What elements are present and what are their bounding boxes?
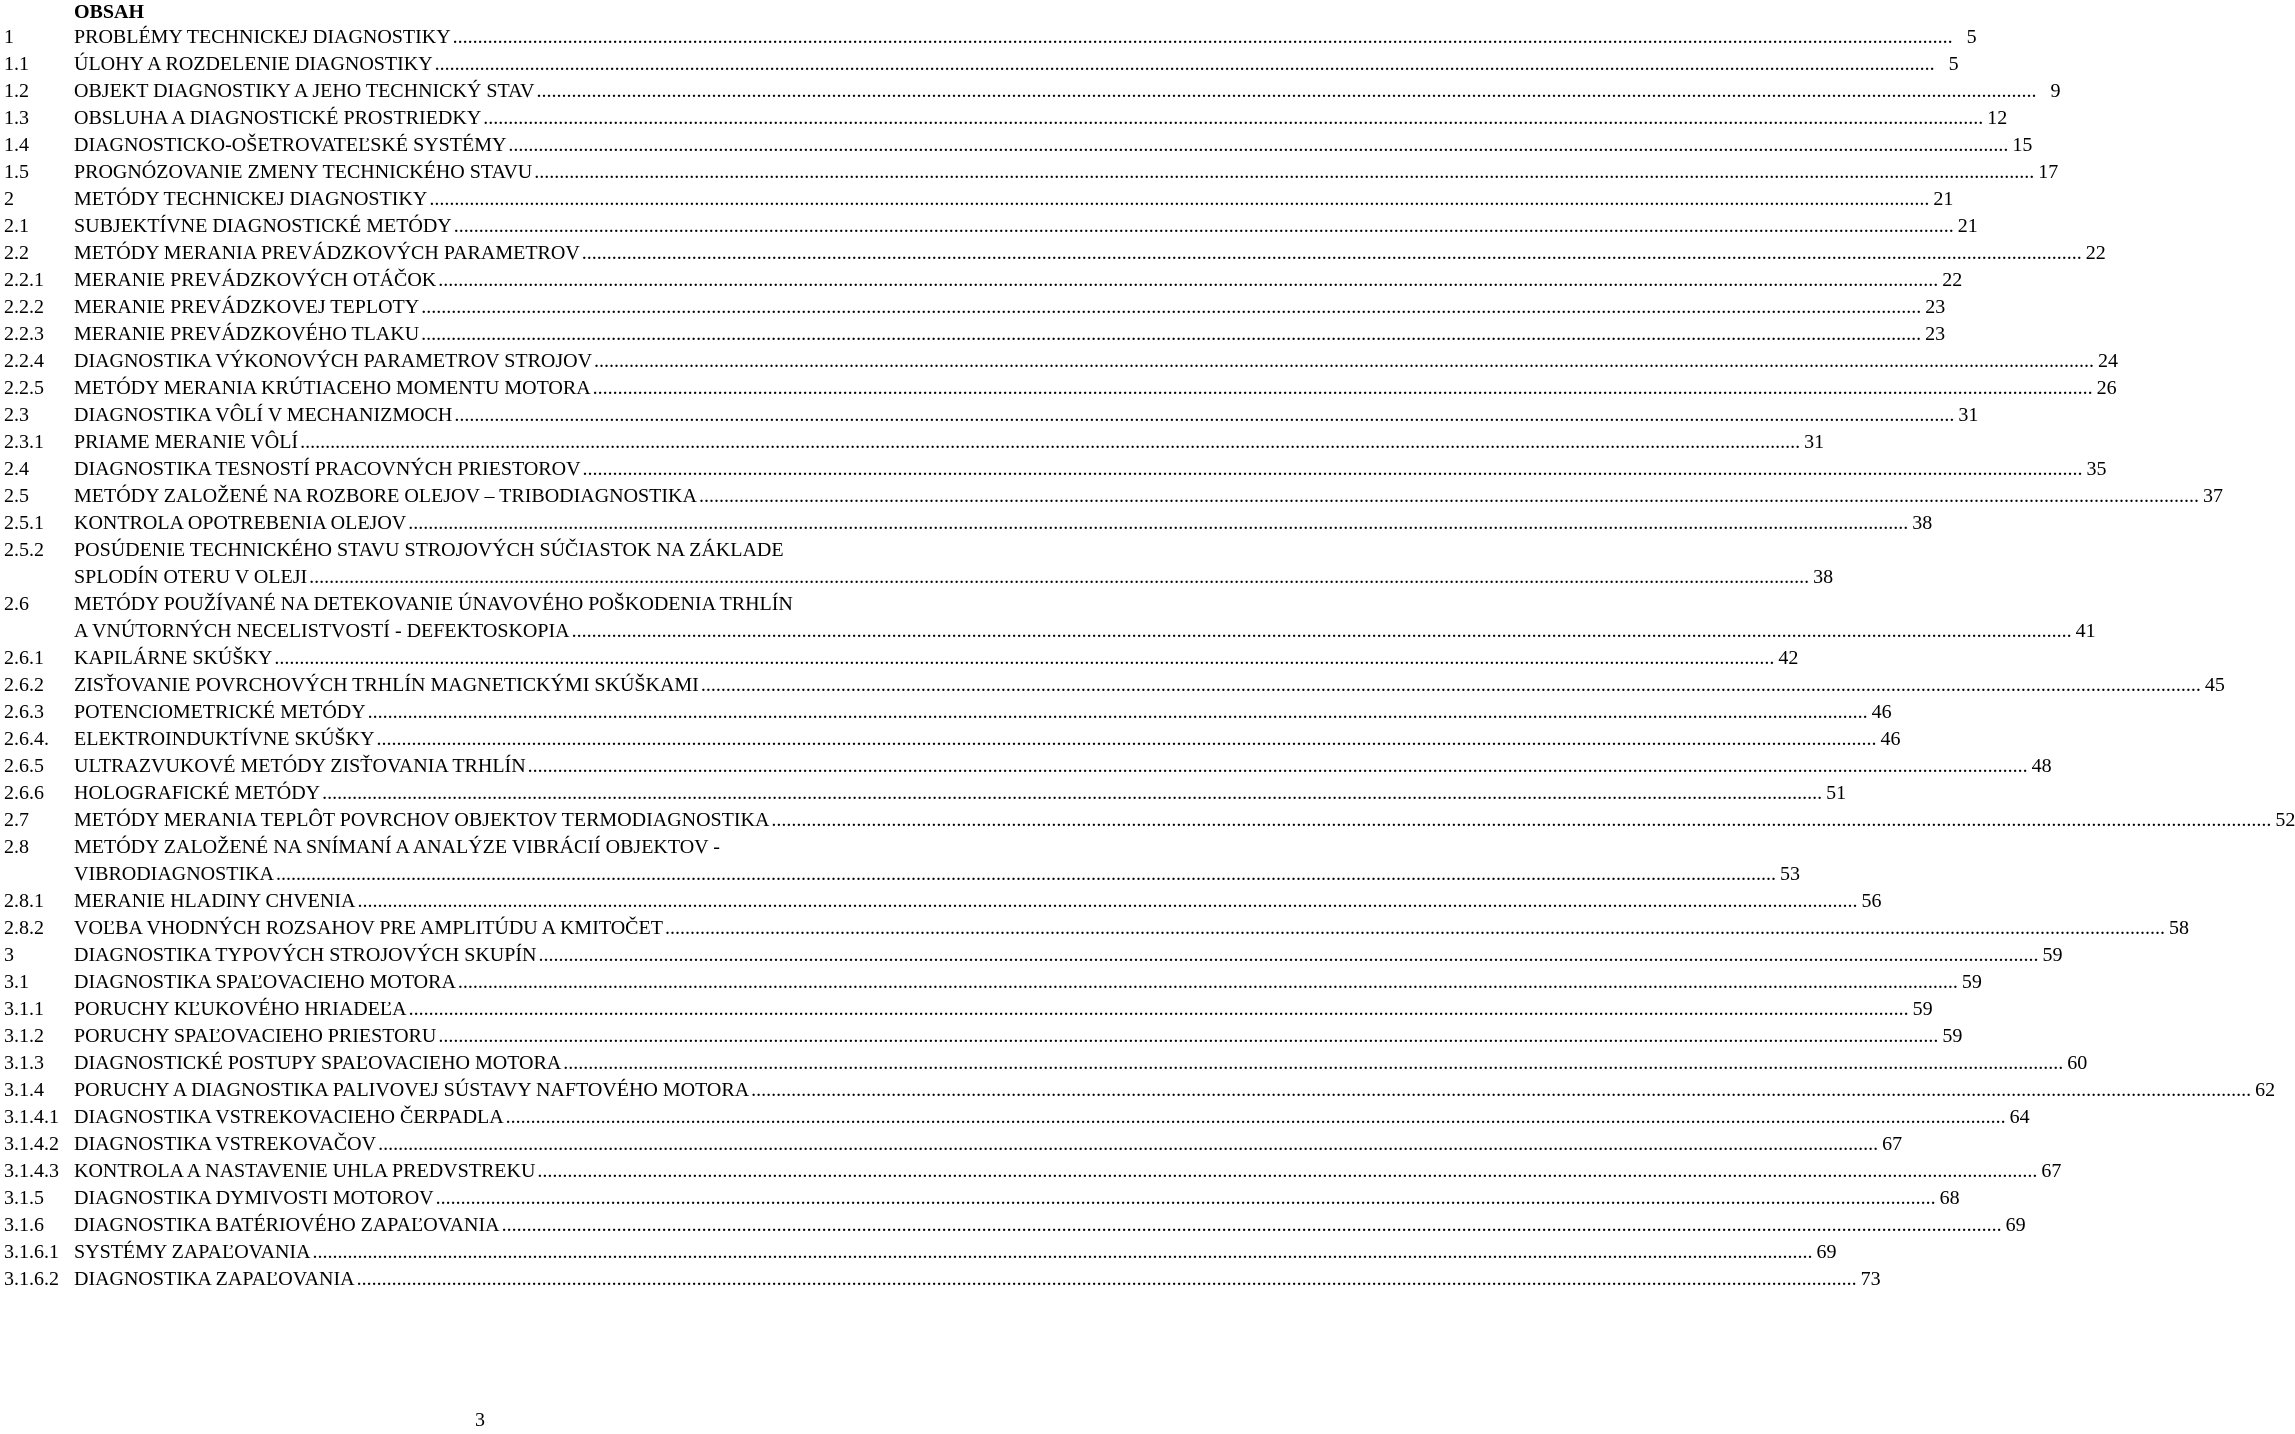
dot-leader: ............................................................................................................................................................................................................................................................................................................ <box>537 1160 2038 1182</box>
toc-entry-text <box>74 105 2008 132</box>
dot-leader: ............................................................................................................................................................................................................................................................................................................ <box>435 1187 1936 1209</box>
toc-entry-text <box>74 834 1800 888</box>
toc-entry-page: 73 <box>1860 1268 1881 1290</box>
toc-entry <box>0 591 2096 645</box>
toc-entry-title: DIAGNOSTIKA BATÉRIOVÉHO ZAPAĽOVANIA <box>74 1214 500 1236</box>
toc-entry <box>0 1266 1881 1293</box>
toc-entry-title: DIAGNOSTICKÉ POSTUPY SPAĽOVACIEHO MOTORA <box>74 1052 562 1074</box>
toc-entry-title: DIAGNOSTIKA ZAPAĽOVANIA <box>74 1268 355 1290</box>
toc-entry-title: METÓDY ZALOŽENÉ NA SNÍMANÍ A ANALÝZE VIBRÁCIÍ OBJEKTOV - <box>74 836 720 858</box>
toc-entry-page: 62 <box>2255 1079 2276 1101</box>
toc-entry-text <box>74 510 1933 537</box>
toc-entry <box>0 726 1901 753</box>
dot-leader: ............................................................................................................................................................................................................................................................................................................ <box>508 134 2009 156</box>
table-of-contents <box>0 24 2295 1293</box>
dot-leader: ............................................................................................................................................................................................................................................................................................................ <box>309 566 1810 588</box>
dot-leader: ............................................................................................................................................................................................................................................................................................................ <box>274 647 1775 669</box>
toc-entry-title: KAPILÁRNE SKÚŠKY <box>74 647 273 669</box>
toc-heading: OBSAH <box>74 1 145 23</box>
toc-entry-title: SUBJEKTÍVNE DIAGNOSTICKÉ METÓDY <box>74 215 452 237</box>
dot-leader: ............................................................................................................................................................................................................................................................................................................ <box>429 188 1930 210</box>
toc-entry-number: 2.8.1 <box>4 890 44 912</box>
toc-entry-number: 3.1.4 <box>4 1079 44 1101</box>
toc-entry <box>0 375 2117 402</box>
toc-entry-title: METÓDY POUŽÍVANÉ NA DETEKOVANIE ÚNAVOVÉHO POŠKODENIA TRHLÍN <box>74 593 793 615</box>
toc-entry <box>0 24 1977 51</box>
toc-entry <box>0 132 2033 159</box>
toc-entry-page: 51 <box>1826 782 1847 804</box>
toc-entry-number: 3.1.4.1 <box>4 1106 59 1128</box>
toc-entry-text <box>74 375 2117 402</box>
toc-entry <box>0 699 1892 726</box>
toc-entry-page: 59 <box>1942 1025 1963 1047</box>
toc-entry-page: 56 <box>1861 890 1882 912</box>
toc-entry-page: 41 <box>2075 620 2096 642</box>
toc-entry-number: 2.1 <box>4 215 29 237</box>
toc-entry <box>0 1158 2062 1185</box>
toc-entry-title: POSÚDENIE TECHNICKÉHO STAVU STROJOVÝCH SÚČIASTOK NA ZÁKLADE <box>74 539 784 561</box>
toc-entry-title: DIAGNOSTIKA TESNOSTÍ PRACOVNÝCH PRIESTOROV <box>74 458 581 480</box>
toc-entry-page: 67 <box>2041 1160 2062 1182</box>
page-number: 3 <box>475 1409 485 1431</box>
dot-leader: ............................................................................................................................................................................................................................................................................................................ <box>378 1133 1879 1155</box>
toc-entry-number: 3.1.6 <box>4 1214 44 1236</box>
toc-entry-title: PORUCHY A DIAGNOSTIKA PALIVOVEJ SÚSTAVY NAFTOVÉHO MOTORA <box>74 1079 750 1101</box>
toc-entry-number: 2.3 <box>4 404 29 426</box>
toc-entry-number: 2.2.5 <box>4 377 44 399</box>
toc-entry <box>0 645 1799 672</box>
toc-entry-title: METÓDY MERANIA PREVÁDZKOVÝCH PARAMETROV <box>74 242 580 264</box>
toc-entry-page: 21 <box>1933 188 1954 210</box>
toc-entry-page: 48 <box>2031 755 2052 777</box>
dot-leader: ............................................................................................................................................................................................................................................................................................................ <box>421 296 1922 318</box>
toc-entry-page: 59 <box>1961 971 1982 993</box>
dot-leader: ............................................................................................................................................................................................................................................................................................................ <box>582 458 2083 480</box>
toc-entry-page: 15 <box>2012 134 2033 156</box>
toc-entry-page: 60 <box>2067 1052 2088 1074</box>
toc-entry-title: PROBLÉMY TECHNICKEJ DIAGNOSTIKY <box>74 26 451 48</box>
toc-entry <box>0 348 2119 375</box>
toc-entry <box>0 1023 1963 1050</box>
toc-entry-text <box>74 24 1977 51</box>
toc-entry-title: DIAGNOSTIKA VÝKONOVÝCH PARAMETROV STROJOV <box>74 350 593 372</box>
toc-entry-text <box>74 1212 2026 1239</box>
toc-entry <box>0 456 2107 483</box>
dot-leader: ............................................................................................................................................................................................................................................................................................................ <box>408 998 1909 1020</box>
toc-entry-title: PORUCHY SPAĽOVACIEHO PRIESTORU <box>74 1025 437 1047</box>
toc-entry-title: METÓDY MERANIA KRÚTIACEHO MOMENTU MOTORA <box>74 377 591 399</box>
toc-entry <box>0 915 2189 942</box>
toc-entry <box>0 1212 2026 1239</box>
toc-entry-text <box>74 348 2119 375</box>
toc-entry <box>0 213 1978 240</box>
toc-entry-page: 37 <box>2202 485 2223 507</box>
toc-entry-number: 2.6.5 <box>4 755 44 777</box>
toc-entry <box>0 996 1933 1023</box>
dot-leader: ............................................................................................................................................................................................................................................................................................................ <box>483 107 1984 129</box>
toc-entry-number: 3.1 <box>4 971 29 993</box>
toc-entry-title: ULTRAZVUKOVÉ METÓDY ZISŤOVANIA TRHLÍN <box>74 755 526 777</box>
dot-leader: ............................................................................................................................................................................................................................................................................................................ <box>357 890 1858 912</box>
toc-entry-text <box>74 483 2223 510</box>
toc-entry-text <box>74 132 2033 159</box>
toc-entry-page: 23 <box>1925 323 1946 345</box>
dot-leader: ............................................................................................................................................................................................................................................................................................................ <box>454 404 1955 426</box>
toc-entry-text <box>74 942 2063 969</box>
toc-entry <box>0 1131 1903 1158</box>
toc-entry-text <box>74 1131 1903 1158</box>
toc-entry-number: 1.5 <box>4 161 29 183</box>
toc-entry-title: METÓDY MERANIA TEPLÔT POVRCHOV OBJEKTOV TERMODIAGNOSTIKA <box>74 809 770 831</box>
toc-entry-number: 2.6.1 <box>4 647 44 669</box>
toc-entry-number: 2.6.3 <box>4 701 44 723</box>
toc-entry-number: 3.1.6.1 <box>4 1241 59 1263</box>
toc-entry-page: 22 <box>1942 269 1963 291</box>
toc-entry-title: ÚLOHY A ROZDELENIE DIAGNOSTIKY <box>74 53 433 75</box>
toc-entry-number: 2.3.1 <box>4 431 44 453</box>
toc-entry-title: KONTROLA A NASTAVENIE UHLA PREDVSTREKU <box>74 1160 536 1182</box>
dot-leader: ............................................................................................................................................................................................................................................................................................................ <box>505 1106 2006 1128</box>
toc-entry-title: POTENCIOMETRICKÉ METÓDY <box>74 701 366 723</box>
toc-entry <box>0 1185 1960 1212</box>
toc-entry-page: 5 <box>1948 53 1959 75</box>
toc-entry-text <box>74 240 2106 267</box>
toc-entry-title: VOĽBA VHODNÝCH ROZSAHOV PRE AMPLITÚDU A KMITOČET <box>74 917 663 939</box>
toc-entry-page: 9 <box>2050 80 2061 102</box>
toc-entry-title: ELEKTROINDUKTÍVNE SKÚŠKY <box>74 728 375 750</box>
toc-entry-page: 59 <box>2042 944 2063 966</box>
toc-entry-number: 2.5.1 <box>4 512 44 534</box>
toc-entry-page: 52 <box>2275 809 2295 831</box>
toc-entry-text <box>74 591 2096 645</box>
toc-entry-title: MERANIE PREVÁDZKOVÝCH OTÁČOK <box>74 269 437 291</box>
toc-entry <box>0 186 1954 213</box>
dot-leader: ............................................................................................................................................................................................................................................................................................................ <box>438 1025 1939 1047</box>
toc-entry-title: VIBRODIAGNOSTIKA <box>74 863 274 885</box>
toc-entry-text <box>74 780 1847 807</box>
toc-entry-title: DIAGNOSTIKA VÔLÍ V MECHANIZMOCH <box>74 404 453 426</box>
toc-entry <box>0 267 1963 294</box>
dot-leader: ............................................................................................................................................................................................................................................................................................................ <box>527 755 2028 777</box>
toc-entry-title: PROGNÓZOVANIE ZMENY TECHNICKÉHO STAVU <box>74 161 533 183</box>
toc-entry-text <box>74 537 1834 591</box>
dot-leader: ............................................................................................................................................................................................................................................................................................................ <box>534 161 2035 183</box>
toc-entry-text <box>74 1158 2062 1185</box>
toc-entry-title: A VNÚTORNÝCH NECELISTVOSTÍ - DEFEKTOSKOPIA <box>74 620 570 642</box>
toc-entry-text <box>74 1050 2088 1077</box>
toc-entry-page: 31 <box>1804 431 1825 453</box>
toc-entry-page: 38 <box>1912 512 1933 534</box>
toc-entry-number: 3.1.1 <box>4 998 44 1020</box>
toc-entry-number: 3.1.2 <box>4 1025 44 1047</box>
toc-entry <box>0 1104 2030 1131</box>
toc-entry-number: 1.3 <box>4 107 29 129</box>
toc-entry-text <box>74 1266 1881 1293</box>
dot-leader: ............................................................................................................................................................................................................................................................................................................ <box>408 512 1909 534</box>
toc-entry-page: 59 <box>1912 998 1933 1020</box>
toc-entry-text <box>74 186 1954 213</box>
toc-entry-text <box>74 402 1979 429</box>
toc-entry-page: 17 <box>2038 161 2059 183</box>
toc-entry-title: OBSLUHA A DIAGNOSTICKÉ PROSTRIEDKY <box>74 107 482 129</box>
toc-entry-page: 22 <box>2085 242 2106 264</box>
toc-entry-number: 2.2.3 <box>4 323 44 345</box>
toc-entry-title: DIAGNOSTIKA VSTREKOVAČOV <box>74 1133 377 1155</box>
toc-entry-page: 58 <box>2168 917 2189 939</box>
toc-entry-number: 2.7 <box>4 809 29 831</box>
toc-entry <box>0 942 2063 969</box>
dot-leader: ............................................................................................................................................................................................................................................................................................................ <box>376 728 1877 750</box>
dot-leader: ............................................................................................................................................................................................................................................................................................................ <box>276 863 1776 885</box>
toc-entry-page: 46 <box>1871 701 1892 723</box>
toc-entry-number: 2.6 <box>4 593 29 615</box>
toc-entry-text <box>74 996 1933 1023</box>
toc-entry-page: 69 <box>1816 1241 1837 1263</box>
toc-entry-number: 1 <box>4 26 14 48</box>
dot-leader: ............................................................................................................................................................................................................................................................................................................ <box>312 1241 1813 1263</box>
toc-entry-text <box>74 213 1978 240</box>
toc-entry-number: 3.1.6.2 <box>4 1268 59 1290</box>
dot-leader: ............................................................................................................................................................................................................................................................................................................ <box>571 620 2072 642</box>
toc-entry-title: METÓDY ZALOŽENÉ NA ROZBORE OLEJOV – TRIBODIAGNOSTIKA <box>74 485 697 507</box>
toc-entry <box>0 780 1847 807</box>
toc-entry-title: KONTROLA OPOTREBENIA OLEJOV <box>74 512 407 534</box>
toc-entry-text <box>74 1023 1963 1050</box>
dot-leader: ............................................................................................................................................................................................................................................................................................................ <box>592 377 2093 399</box>
toc-entry-text <box>74 807 2295 834</box>
toc-entry-number: 1.1 <box>4 53 29 75</box>
toc-entry-number: 2.2 <box>4 242 29 264</box>
toc-entry-page: 69 <box>2005 1214 2026 1236</box>
toc-entry-page: 64 <box>2009 1106 2030 1128</box>
toc-entry-page: 24 <box>2098 350 2119 372</box>
toc-entry-page: 12 <box>1987 107 2008 129</box>
toc-entry-text <box>74 321 1946 348</box>
toc-entry-number: 2.8 <box>4 836 29 858</box>
dot-leader: ............................................................................................................................................................................................................................................................................................................ <box>536 80 2037 102</box>
toc-entry-text <box>74 78 2061 105</box>
toc-entry-title: DIAGNOSTIKA VSTREKOVACIEHO ČERPADLA <box>74 1106 504 1128</box>
dot-leader: ............................................................................................................................................................................................................................................................................................................ <box>367 701 1868 723</box>
toc-entry-text <box>74 1185 1960 1212</box>
toc-entry-page: 46 <box>1880 728 1901 750</box>
dot-leader: ............................................................................................................................................................................................................................................................................................................ <box>438 269 1939 291</box>
toc-entry-text <box>74 294 1946 321</box>
toc-entry-page: 38 <box>1813 566 1834 588</box>
toc-entry-text <box>74 726 1901 753</box>
toc-entry-page: 67 <box>1882 1133 1903 1155</box>
dot-leader: ............................................................................................................................................................................................................................................................................................................ <box>453 215 1954 237</box>
dot-leader: ............................................................................................................................................................................................................................................................................................................ <box>434 53 1935 75</box>
toc-entry-text <box>74 267 1963 294</box>
toc-entry <box>0 402 1979 429</box>
toc-entry-number: 2.6.6 <box>4 782 44 804</box>
dot-leader: ............................................................................................................................................................................................................................................................................................................ <box>581 242 2082 264</box>
dot-leader: ............................................................................................................................................................................................................................................................................................................ <box>563 1052 2064 1074</box>
toc-entry-title: PORUCHY KĽUKOVÉHO HRIADEĽA <box>74 998 407 1020</box>
toc-entry-title: MERANIE HLADINY CHVENIA <box>74 890 356 912</box>
toc-entry <box>0 807 2295 834</box>
toc-entry-text <box>74 699 1892 726</box>
toc-entry-text <box>74 456 2107 483</box>
toc-entry-text <box>74 1104 2030 1131</box>
toc-entry-number: 2.6.2 <box>4 674 44 696</box>
toc-entry <box>0 834 1800 888</box>
dot-leader: ............................................................................................................................................................................................................................................................................................................ <box>322 782 1823 804</box>
dot-leader: ............................................................................................................................................................................................................................................................................................................ <box>300 431 1801 453</box>
toc-entry-number: 3.1.3 <box>4 1052 44 1074</box>
toc-entry <box>0 753 2052 780</box>
toc-entry-number: 2.8.2 <box>4 917 44 939</box>
toc-entry-title: MERANIE PREVÁDZKOVEJ TEPLOTY <box>74 296 420 318</box>
toc-entry-page: 35 <box>2086 458 2107 480</box>
toc-entry-number: 3.1.5 <box>4 1187 44 1209</box>
toc-entry-text <box>74 159 2059 186</box>
toc-entry <box>0 51 1959 78</box>
toc-entry-title: OBJEKT DIAGNOSTIKY A JEHO TECHNICKÝ STAV <box>74 80 535 102</box>
dot-leader: ............................................................................................................................................................................................................................................................................................................ <box>538 944 2039 966</box>
toc-entry-number: 2.2.4 <box>4 350 44 372</box>
toc-entry <box>0 1050 2088 1077</box>
toc-entry-number: 2.2.2 <box>4 296 44 318</box>
toc-entry-page: 42 <box>1778 647 1799 669</box>
toc-entry-title: SPLODÍN OTERU V OLEJI <box>74 566 308 588</box>
toc-entry <box>0 888 1882 915</box>
toc-entry-page: 23 <box>1925 296 1946 318</box>
toc-entry <box>0 240 2106 267</box>
toc-entry-number: 1.4 <box>4 134 29 156</box>
toc-entry <box>0 969 1982 996</box>
toc-entry-page: 26 <box>2096 377 2117 399</box>
dot-leader: ............................................................................................................................................................................................................................................................................................................ <box>356 1268 1857 1290</box>
toc-entry-number: 2 <box>4 188 14 210</box>
toc-entry-number: 3.1.4.3 <box>4 1160 59 1182</box>
toc-entry-title: DIAGNOSTIKA SPAĽOVACIEHO MOTORA <box>74 971 456 993</box>
toc-entry-number: 3.1.4.2 <box>4 1133 59 1155</box>
toc-entry-text <box>74 672 2225 699</box>
toc-entry <box>0 537 1834 591</box>
toc-entry-page: 21 <box>1957 215 1978 237</box>
toc-entry-page: 68 <box>1939 1187 1960 1209</box>
toc-entry <box>0 510 1933 537</box>
toc-entry-title: DIAGNOSTICKO-OŠETROVATEĽSKÉ SYSTÉMY <box>74 134 507 156</box>
toc-entry <box>0 483 2223 510</box>
toc-entry-text <box>74 429 1825 456</box>
toc-entry <box>0 429 1825 456</box>
dot-leader: ............................................................................................................................................................................................................................................................................................................ <box>771 809 2272 831</box>
toc-entry-number: 3 <box>4 944 14 966</box>
toc-entry-page: 53 <box>1780 863 1800 885</box>
toc-entry-text <box>74 1239 1837 1266</box>
toc-entry-number: 2.6.4. <box>4 728 49 750</box>
toc-entry-number: 2.5 <box>4 485 29 507</box>
dot-leader: ............................................................................................................................................................................................................................................................................................................ <box>751 1079 2252 1101</box>
toc-entry-title: MERANIE PREVÁDZKOVÉHO TLAKU <box>74 323 420 345</box>
toc-entry-number: 2.4 <box>4 458 29 480</box>
toc-entry <box>0 1239 1837 1266</box>
dot-leader: ............................................................................................................................................................................................................................................................................................................ <box>698 485 2199 507</box>
toc-entry <box>0 159 2059 186</box>
toc-entry-title: DIAGNOSTIKA TYPOVÝCH STROJOVÝCH SKUPÍN <box>74 944 537 966</box>
toc-entry <box>0 78 2061 105</box>
toc-entry-number: 2.5.2 <box>4 539 44 561</box>
toc-entry-text <box>74 1077 2276 1104</box>
toc-entry-title: ZISŤOVANIE POVRCHOVÝCH TRHLÍN MAGNETICKÝMI SKÚŠKAMI <box>74 674 699 696</box>
toc-entry <box>0 105 2008 132</box>
toc-entry-text <box>74 888 1882 915</box>
dot-leader: ............................................................................................................................................................................................................................................................................................................ <box>421 323 1922 345</box>
toc-entry-title: PRIAME MERANIE VÔLÍ <box>74 431 299 453</box>
dot-leader: ............................................................................................................................................................................................................................................................................................................ <box>457 971 1958 993</box>
toc-entry-title: SYSTÉMY ZAPAĽOVANIA <box>74 1241 311 1263</box>
toc-entry-page: 5 <box>1966 26 1977 48</box>
dot-leader: ............................................................................................................................................................................................................................................................................................................ <box>594 350 2095 372</box>
toc-entry-title: METÓDY TECHNICKEJ DIAGNOSTIKY <box>74 188 428 210</box>
toc-entry-text <box>74 969 1982 996</box>
toc-entry-number: 2.2.1 <box>4 269 44 291</box>
toc-entry-page: 45 <box>2204 674 2225 696</box>
toc-entry-text <box>74 51 1959 78</box>
toc-entry-number: 1.2 <box>4 80 29 102</box>
dot-leader: ............................................................................................................................................................................................................................................................................................................ <box>700 674 2201 696</box>
toc-entry <box>0 294 1946 321</box>
toc-entry-title: HOLOGRAFICKÉ METÓDY <box>74 782 321 804</box>
toc-entry-title: DIAGNOSTIKA DYMIVOSTI MOTOROV <box>74 1187 434 1209</box>
toc-entry-page: 31 <box>1958 404 1979 426</box>
toc-entry <box>0 1077 2276 1104</box>
toc-entry <box>0 321 1946 348</box>
toc-entry-text <box>74 915 2189 942</box>
dot-leader: ............................................................................................................................................................................................................................................................................................................ <box>452 26 1953 48</box>
toc-entry-text <box>74 753 2052 780</box>
toc-entry <box>0 672 2225 699</box>
dot-leader: ............................................................................................................................................................................................................................................................................................................ <box>501 1214 2002 1236</box>
toc-entry-text <box>74 645 1799 672</box>
dot-leader: ............................................................................................................................................................................................................................................................................................................ <box>664 917 2165 939</box>
